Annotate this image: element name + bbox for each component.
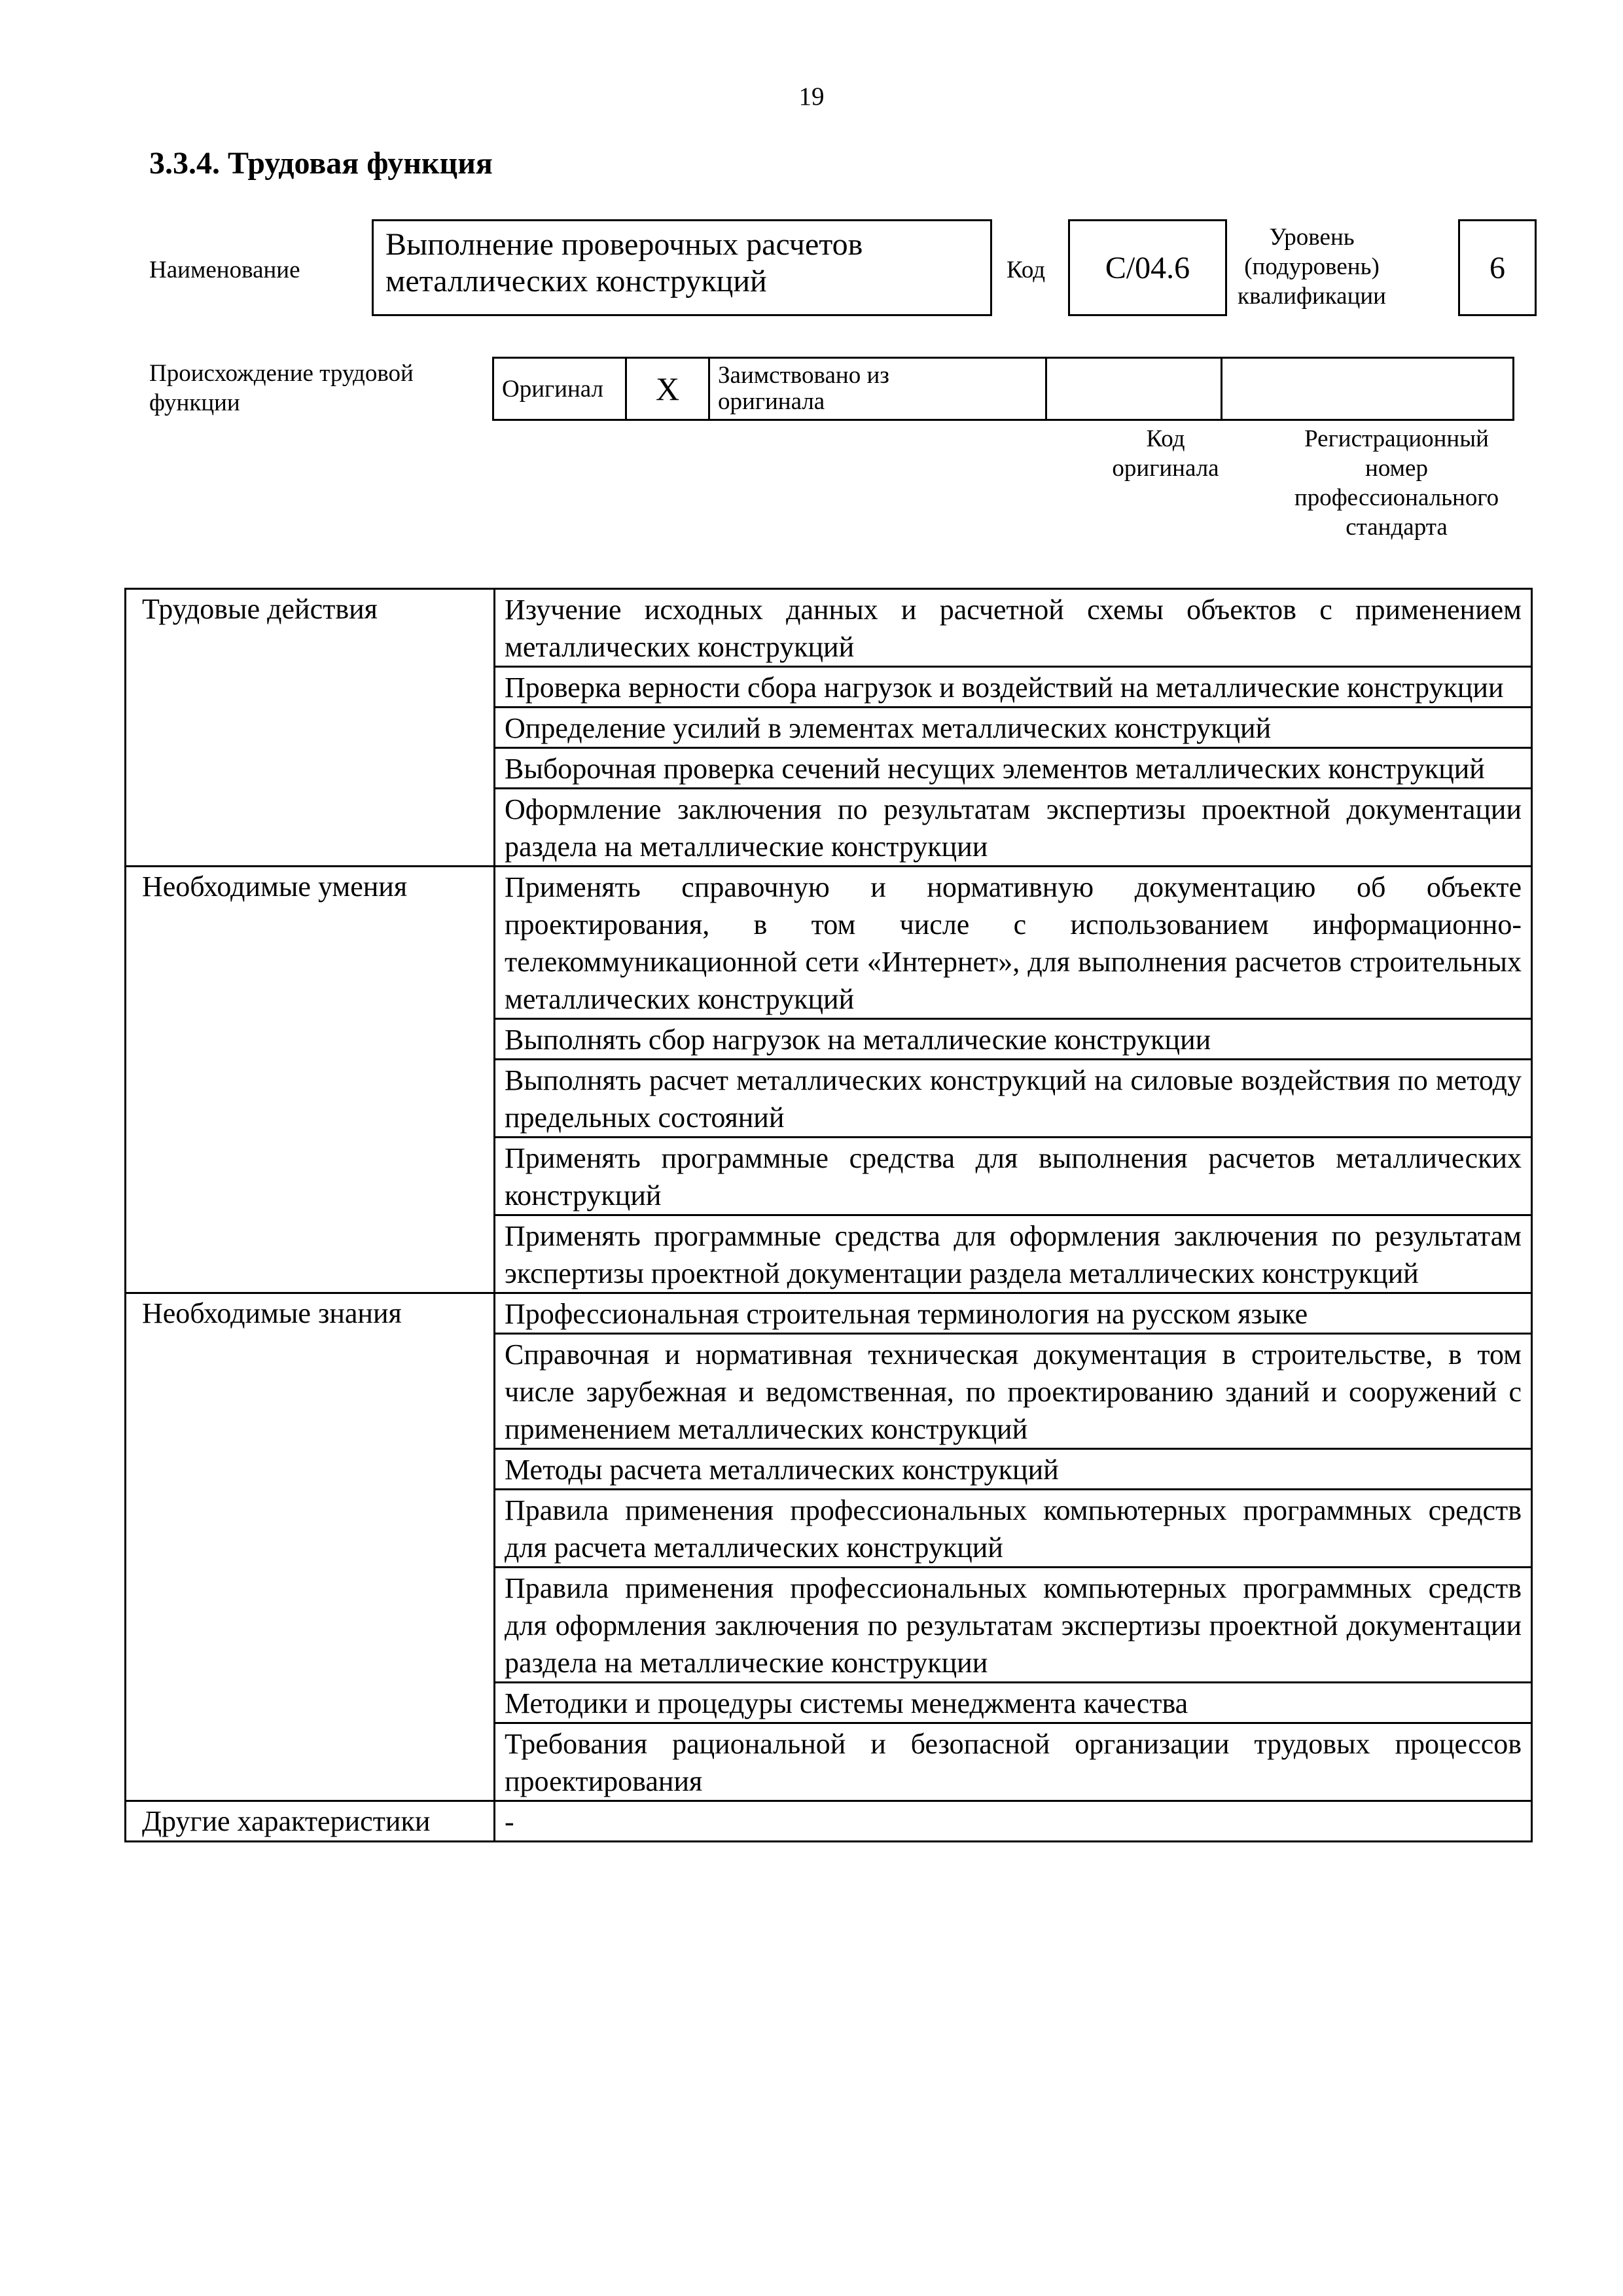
item-cell: -	[495, 1801, 1532, 1842]
item-cell: Изучение исходных данных и расчетной схемы объектов с применением металлических конструкций	[495, 589, 1532, 667]
origin-label-line2: функции	[149, 389, 240, 416]
original-code-cell	[1046, 358, 1222, 420]
code-value-box	[1068, 219, 1227, 316]
table-row	[126, 1293, 1532, 1334]
original-label: Оригинал	[502, 375, 604, 403]
original-mark: X	[655, 370, 680, 407]
code-label: Код	[1007, 257, 1046, 283]
level-value: 6	[1489, 251, 1505, 285]
reg-caption-line3: профессионального	[1294, 484, 1499, 511]
level-value-box	[1458, 219, 1537, 316]
item-cell: Определение усилий в элементах металлических конструкций	[495, 708, 1532, 748]
level-label-line3: квалификации	[1238, 283, 1386, 310]
reg-caption-line1: Регистрационный	[1304, 425, 1489, 452]
table-row	[126, 867, 1532, 1019]
item-cell: Профессиональная строительная терминология на русском языке	[495, 1293, 1532, 1334]
category-cell: Необходимые знания	[126, 1293, 495, 1801]
item-cell: Применять программные средства для оформления заключения по результатам экспертизы проектной документации раздела металлических конструкций	[495, 1215, 1532, 1293]
borrowed-cell	[709, 358, 1046, 420]
level-label-line1: Уровень	[1269, 224, 1355, 251]
category-cell: Трудовые действия	[126, 589, 495, 867]
item-cell: Методики и процедуры системы менеджмента качества	[495, 1683, 1532, 1723]
item-cell: Оформление заключения по результатам экспертизы проектной документации раздела на металлические конструкции	[495, 789, 1532, 867]
code-caption	[1082, 424, 1249, 483]
origin-label-line1: Происхождение трудовой	[149, 360, 414, 387]
reg-caption	[1251, 424, 1542, 542]
main-table	[124, 588, 1533, 1842]
code-value: C/04.6	[1105, 251, 1190, 285]
name-value-line1: Выполнение проверочных расчетов	[385, 227, 863, 262]
section-title: 3.3.4. Трудовая функция	[149, 146, 493, 181]
page-number: 19	[798, 82, 825, 111]
item-cell: Требования рациональной и безопасной организации трудовых процессов проектирования	[495, 1723, 1532, 1801]
item-cell: Проверка верности сбора нагрузок и воздействий на металлические конструкции	[495, 667, 1532, 708]
table-row	[126, 589, 1532, 667]
table-row	[126, 1801, 1532, 1842]
category-cell: Необходимые умения	[126, 867, 495, 1293]
item-cell: Выполнять расчет металлических конструкций на силовые воздействия по методу предельных состояний	[495, 1060, 1532, 1138]
item-cell: Методы расчета металлических конструкций	[495, 1449, 1532, 1490]
borrowed-label-line2: оригинала	[718, 388, 825, 415]
item-cell: Выполнять сбор нагрузок на металлические конструкции	[495, 1019, 1532, 1060]
main-table-body	[126, 589, 1532, 1842]
original-mark-cell	[626, 358, 709, 420]
reg-caption-line2: номер	[1365, 455, 1428, 482]
item-cell: Применять программные средства для выполнения расчетов металлических конструкций	[495, 1138, 1532, 1215]
code-caption-line1: Код	[1146, 425, 1185, 452]
item-cell: Правила применения профессиональных компьютерных программных средств для расчета металлических конструкций	[495, 1490, 1532, 1568]
level-label	[1232, 223, 1392, 311]
name-value-line2: металлических конструкций	[385, 264, 767, 298]
registration-number-cell	[1222, 358, 1514, 420]
borrowed-label-line1: Заимствовано из	[718, 362, 889, 389]
origin-table	[492, 357, 1514, 421]
item-cell: Справочная и нормативная техническая документация в строительстве, в том числе зарубежная и ведомственная, по проектированию зданий и сооружений с применением металлических конструкций	[495, 1334, 1532, 1449]
original-cell	[493, 358, 626, 420]
name-label: Наименование	[149, 257, 300, 283]
level-label-line2: (подуровень)	[1244, 253, 1380, 280]
code-caption-line2: оригинала	[1112, 455, 1219, 482]
name-value-box	[372, 219, 992, 316]
category-cell: Другие характеристики	[126, 1801, 495, 1842]
item-cell: Применять справочную и нормативную документацию об объекте проектирования, в том числе с использованием информационно-телекоммуникационной сети «Интернет», для выполнения расчетов строительных металлических конструкций	[495, 867, 1532, 1019]
origin-label	[149, 359, 414, 418]
item-cell: Правила применения профессиональных компьютерных программных средств для оформления заключения по результатам экспертизы проектной документации раздела на металлические конструкции	[495, 1568, 1532, 1683]
reg-caption-line4: стандарта	[1346, 514, 1448, 541]
item-cell: Выборочная проверка сечений несущих элементов металлических конструкций	[495, 748, 1532, 789]
